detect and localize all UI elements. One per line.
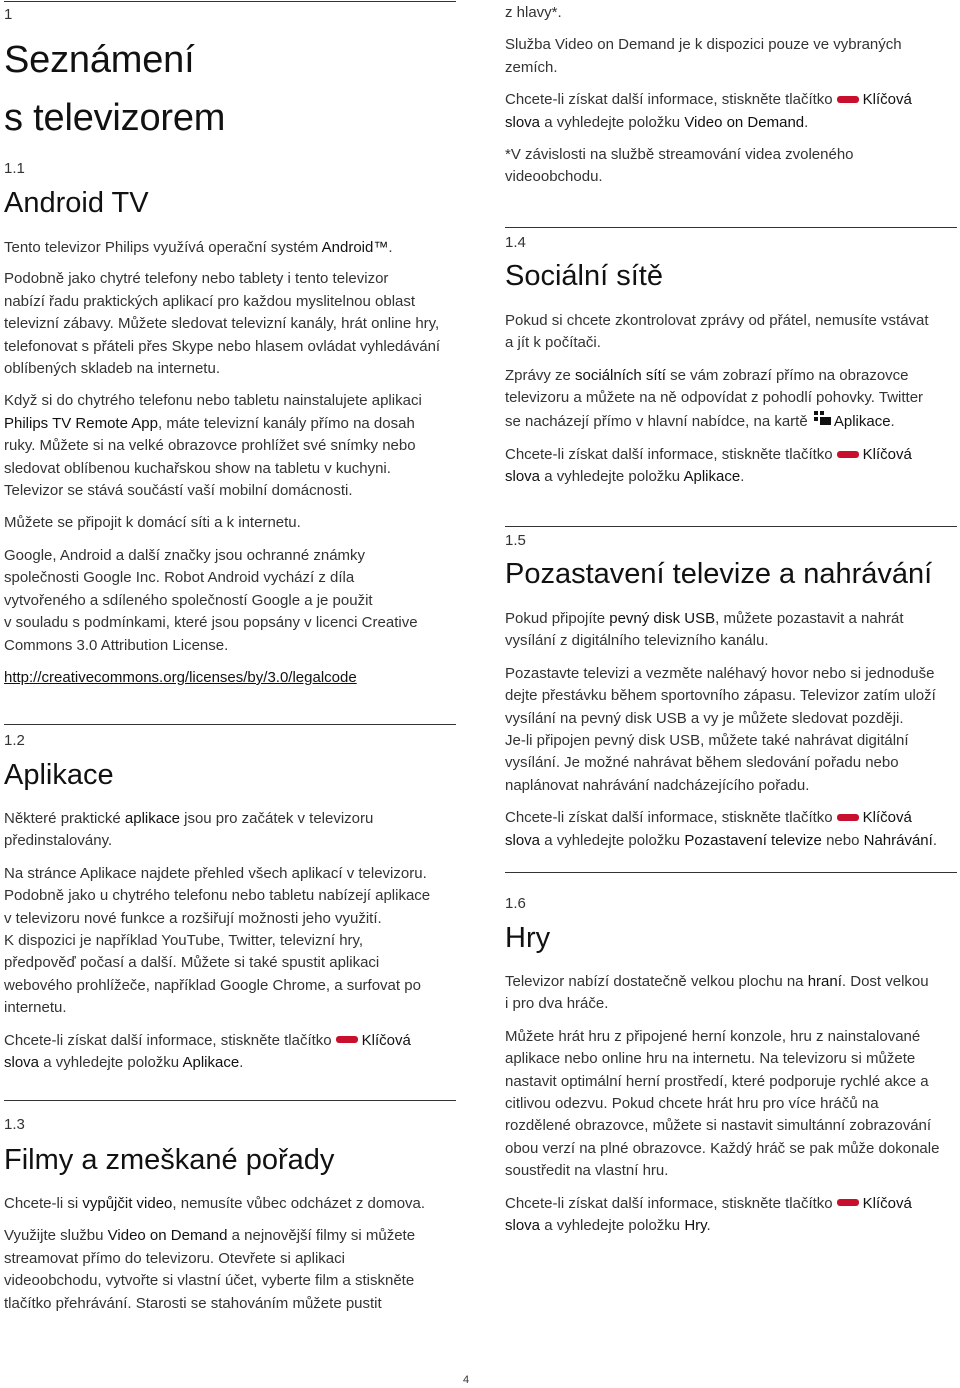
section-1-3-title: Filmy a zmeškané pořady xyxy=(4,1144,335,1176)
creative-commons-link[interactable]: http://creativecommons.org/licenses/by/3.0/legalcode xyxy=(4,668,357,686)
red-color-key-icon xyxy=(837,96,859,103)
section-1-4-body xyxy=(505,310,957,498)
section-1-1-number: 1.1 xyxy=(4,160,25,177)
section-1-5-title: Pozastavení televize a nahrávání xyxy=(505,558,933,590)
chapter-rule xyxy=(4,1,456,2)
s16-paragraph-2: Můžete hrát hru z připojené herní konzole, hru z nainstalované aplikace nebo online hru na internetu. Na televizoru si můžete nastavit optimální herní prostředí, které podporuje rychlé akce a citlivou odezvu. Pokud chcete hrát hru pro více hráčů na rozdělené obrazovce, můžete si nastavit simultánní zobrazování obou verzí na plné obrazovce. Každý hráč se pak může dokonale soustředit na vlastní hru. xyxy=(505,1027,940,1180)
s12-more-info: Chcete-li získat další informace, stiskněte tlačítko Klíčová slova a vyhledejte položku Aplikace. xyxy=(4,1031,411,1072)
section-1-1-title: Android TV xyxy=(4,187,149,219)
s14-more-info: Chcete-li získat další informace, stiskněte tlačítko Klíčová slova a vyhledejte položku Aplikace. xyxy=(505,446,912,486)
s14-paragraph-2: Zprávy ze sociálních sítí se vám zobrazí přímo na obrazovce televizoru a můžete na ně odpovídat z pohodlí pohovky. Twitter se nacházejí přímo v hlavní nabídce, na kartě Aplikace. xyxy=(505,365,957,434)
s13-more-info: Chcete-li získat další informace, stiskněte tlačítko Klíčová slova a vyhledejte položku Video on Demand. xyxy=(505,91,912,131)
s11-paragraph-2: Podobně jako chytré telefony nebo tablety i tento televizor nabízí řadu praktických aplikací pro každou myslitelnou oblast televizní zábavy. Můžete sledovat televizní kanály, hrát online hry, telefonovat s přáteli přes Skype nebo hlasem ovládat vyhledávání oblíbených skladeb na internetu. xyxy=(4,270,441,378)
section-1-2-number: 1.2 xyxy=(4,732,25,749)
s14-paragraph-1: Pokud si chcete zkontrolovat zprávy od přátel, nemusíte vstávat a jít k počítači. xyxy=(505,312,929,352)
s11-paragraph-5: Google, Android a další značky jsou ochranné známky společnosti Google Inc. Robot Android vychází z díla vytvořeného a sdíleného společností Google a je použit v souladu s podmínkami, které jsou popsány v licenci Creative Commons 3.0 Attribution License. xyxy=(4,546,418,654)
s11-paragraph-1: Tento televizor Philips využívá operační systém Android™. xyxy=(4,239,393,256)
s11-paragraph-4: Můžete se připojit k domácí síti a k internetu. xyxy=(4,514,301,532)
section-1-5-number: 1.5 xyxy=(505,532,526,549)
section-1-1-body xyxy=(4,237,456,698)
s13-paragraph-1: Chcete-li si vypůjčit video, nemusíte vůbec odcházet z domova. xyxy=(4,1195,426,1212)
red-color-key-icon xyxy=(336,1036,358,1043)
chapter-number: 1 xyxy=(4,6,13,23)
red-color-key-icon xyxy=(837,451,859,458)
section-1-6-title: Hry xyxy=(505,922,551,954)
section-1-2-rule xyxy=(4,724,456,725)
section-1-3-continued xyxy=(505,2,957,198)
s15-more-info: Chcete-li získat další informace, stiskněte tlačítko Klíčová slova a vyhledejte položku Pozastavení televize nebo Nahrávání. xyxy=(505,809,937,849)
section-1-4-rule xyxy=(505,227,957,228)
s13-paragraph-2-end: z hlavy*. xyxy=(505,4,562,21)
section-1-3-number: 1.3 xyxy=(4,1116,25,1133)
s15-paragraph-1: Pokud připojíte pevný disk USB, můžete pozastavit a nahrát vysílání z digitálního televizního kanálu. xyxy=(505,610,904,650)
section-1-4-title: Sociální sítě xyxy=(505,260,663,292)
s15-paragraph-2: Pozastavte televizi a vezměte naléhavý hovor nebo si jednoduše dejte přestávku během sportovního zápasu. Televizor zatím uloží vysílání na pevný disk USB a vy je můžete sledovat později. Je-li připojen pevný disk USB, můžete také nahrávat digitální vysílání. Je možné nahrávat během sledování pořadu nebo naplánovat nahrávání nadcházejícího pořadu. xyxy=(505,664,936,794)
apps-grid-icon xyxy=(814,410,831,432)
s13-paragraph-3: Služba Video on Demand je k dispozici pouze ve vybraných zemích. xyxy=(505,36,902,76)
s11-paragraph-3: Když si do chytrého telefonu nebo tabletu nainstalujete aplikaci Philips TV Remote App, máte televizní kanály přímo na dosah ruky. Můžete si na velké obrazovce prohlížet své snímky nebo sledovat oblíbenou kuchařskou show na tabletu v kuchyni. Televizor se stává součástí vaší mobilní domácnosti. xyxy=(4,392,422,500)
red-color-key-icon xyxy=(837,814,859,821)
section-1-3-rule xyxy=(4,1100,456,1101)
section-1-6-body xyxy=(505,971,957,1246)
section-1-2-title: Aplikace xyxy=(4,759,114,791)
s12-paragraph-2: Na stránce Aplikace najdete přehled všech aplikací v televizoru. Podobně jako u chytrého telefonu nebo tabletu nabízejí aplikace v televizoru nové funkce a rozšiřují možnosti jeho využití. K dispozici je například YouTube, Twitter, televizní hry, předpověď počasí a další. Můžete si také spustit aplikaci webového prohlížeče, například Google Chrome, a surfovat po internetu. xyxy=(4,864,431,1017)
section-1-3-body xyxy=(4,1193,456,1324)
s12-paragraph-1: Některé praktické aplikace jsou pro začátek v televizoru předinstalovány. xyxy=(4,810,374,850)
section-1-6-number: 1.6 xyxy=(505,895,526,912)
section-1-5-body xyxy=(505,608,957,861)
red-color-key-icon xyxy=(837,1199,859,1206)
s13-paragraph-2: Využijte službu Video on Demand a nejnovější filmy si můžete streamovat přímo do televizoru. Otevřete si aplikaci videoobchodu, vytvořte si vlastní účet, vyberte film a stiskněte tlačítko přehrávání. Starosti se stahováním můžete pustit xyxy=(4,1227,416,1312)
s16-paragraph-1: Televizor nabízí dostatečně velkou plochu na hraní. Dost velkou i pro dva hráče. xyxy=(505,973,929,1013)
s13-footnote: *V závislosti na službě streamování videa zvoleného videoobchodu. xyxy=(505,146,854,186)
s16-more-info: Chcete-li získat další informace, stiskněte tlačítko Klíčová slova a vyhledejte položku Hry. xyxy=(505,1194,912,1235)
section-1-4-number: 1.4 xyxy=(505,234,526,251)
chapter-title-line1: Seznámení xyxy=(4,39,195,81)
chapter-title-line2: s televizorem xyxy=(4,97,226,139)
page-number: 4 xyxy=(463,1374,470,1386)
section-1-6-rule xyxy=(505,872,957,873)
section-1-5-rule xyxy=(505,526,957,527)
section-1-2-body xyxy=(4,808,456,1083)
